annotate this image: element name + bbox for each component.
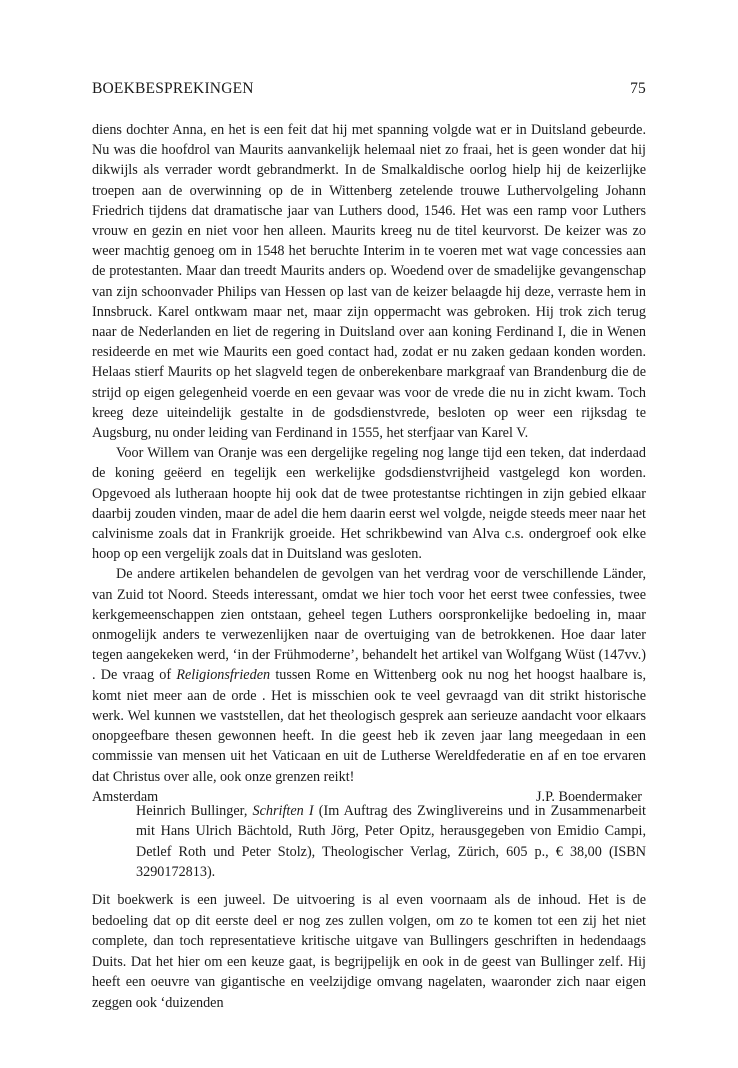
signature-author: J.P. Boendermaker (536, 788, 642, 805)
paragraph-willem: Voor Willem van Oranje was een dergelijke regeling nog lange tijd een teken, dat inderdaad de koning geëerd en tegelijk een werkelijke godsdienstvrijheid vastgelegd kon worden. Opgevoed als lutheraan hoopte hij ook dat de twee protestantse richtingen in zijn gebied elkaar daarbij zouden vinden, maar de adel die hem daarin eerst wel volgde, neigde steeds meer naar het calvinisme zoals dat in Frankrijk groeide. Het schrikbewind van Alva c.s. ondergroef ook elke hoop op een vergelijk zoals dat in Duitsland was gesloten. (92, 445, 646, 563)
review-continuation (92, 120, 646, 807)
italic-title-religionsfrieden: Religionsfrieden (176, 667, 271, 684)
running-title: BOEKBESPREKINGEN (92, 80, 254, 97)
paragraph-maurits: diens dochter Anna, en het is een feit dat hij met spanning volgde wat er in Duitsland gebeurde. Nu was die hoofdrol van Maurits aanvankelijk helemaal niet zo fraai, het is geen wonder dat hij dikwijls als verrader wordt gebrandmerkt. In de Smalkaldische oorlog hielp hij de keizerlijke troepen aan de overwinning op de in Wittenberg zetelende trouwe Luthervolgeling Johann Friedrich tijdens dat dramatische jaar van Luthers dood, 1546. Het was een ramp voor Luthers vrouw en gezin en niet voor hen alleen. Maurits kreeg nu de titel keurvorst. De keizer was zo weer machtig genoeg om in 1548 het beruchte Interim in te voeren met wat vage concessies aan de protestanten. Maar dan treedt Maurits anders op. Woedend over de smadelijke gevangenschap van zijn schoonvader Philips van Hessen op last van de keizer belaagde hij deze, verraste hem in Innsbruck. Karel ontkwam maar net, maar zijn oppermacht was gebroken. Hij trok zich terug naar de Nederlanden en liet de regering in Duitsland over aan koning Ferdinand I, die in Wenen resideerde en met wie Maurits een goed contact had, zodat er nu zaken gedaan konden worden. Helaas stierf Maurits op het slagveld tegen de onberekenbare markgraaf van Brandenburg die de strijd op eigen gelegenheid voerde en een gevaar was voor de vrede die nu in zicht kwam. Toch kreeg deze uiteindelijk gestalte in de godsdienstvrede, besloten op weer een rijksdag te Augsburg, nu onder leiding van Ferdinand in 1555, het sterfjaar van Karel V. (92, 122, 646, 442)
review-paragraph: Dit boekwerk is een juweel. De uitvoering is al even voornaam als de inhoud. Het is de bedoeling dat op dit eerste deel er nog zes zullen volgen, om zo te komen tot een zij het niet complete, dan toch representatieve kritische uitgave van Bullingers geschriften in hedendaags Duits. Dat het hier om een keuze gaat, is begrijpelijk en ook in de geest van Bullinger zelf. Hij heeft een oeuvre van gigantische en veelzijdige omvang nagelaten, waaronder zich naar eigen zeggen ook ‘duizenden (92, 892, 646, 1011)
paragraph-articles-text-2: tussen Rome en Wittenberg ook nu nog het hoogst haalbare is, komt niet meer aan de orde . Het is misschien ook te veel gevraagd van dit strikt historische werk. Wel kunnen we vaststellen, dat het theologisch gesprek aan serieuze aandacht voor elkaars onopgeefbare thesen gewonnen heeft. In die geest heb ik zeven jaar lang meegedaan in een commissie van mensen uit het Vaticaan en uit de Lutherse Wereldfederatie en af en toe ervaren dat Christus over alle, ook onze grenzen reikt! (92, 667, 646, 785)
reference-author: Heinrich Bullinger, (136, 803, 253, 819)
book-reference (136, 801, 646, 883)
paragraph-articles-text-1: De andere artikelen behandelen de gevolgen van het verdrag voor de verschillende Länder, van Zuid tot Noord. Steeds interessant, omdat we hier toch voor het eerst twee confessies, twee kerkgemeenschappen zien ontstaan, geheel tegen Luthers oorspronkelijke bedoeling in, maar onmogelijk anders te verwezenlijken naar de overtuiging van de betrokkenen. Hoe daar later tegen aangekeken werd, ‘in der Frühmoderne’, behandelt het artikel van Wolfgang Wüst (147vv.) . De vraag of (92, 566, 646, 684)
running-header (92, 80, 646, 102)
page-number: 75 (630, 80, 646, 97)
signature-place: Amsterdam (92, 788, 159, 805)
review-opening (92, 890, 646, 1014)
reference-details: (Im Auftrag des Zwinglivereins und in Zusammenarbeit mit Hans Ulrich Bächtold, Ruth Jörg, Peter Opitz, herausgegeben von Emidio Campi, Detlef Roth und Peter Stolz), Theologischer Verlag, Zürich, 605 p., € 38,00 (ISBN 3290172813). (136, 803, 646, 881)
paragraph-articles (92, 564, 646, 786)
reference-title: Schriften I (252, 803, 314, 819)
